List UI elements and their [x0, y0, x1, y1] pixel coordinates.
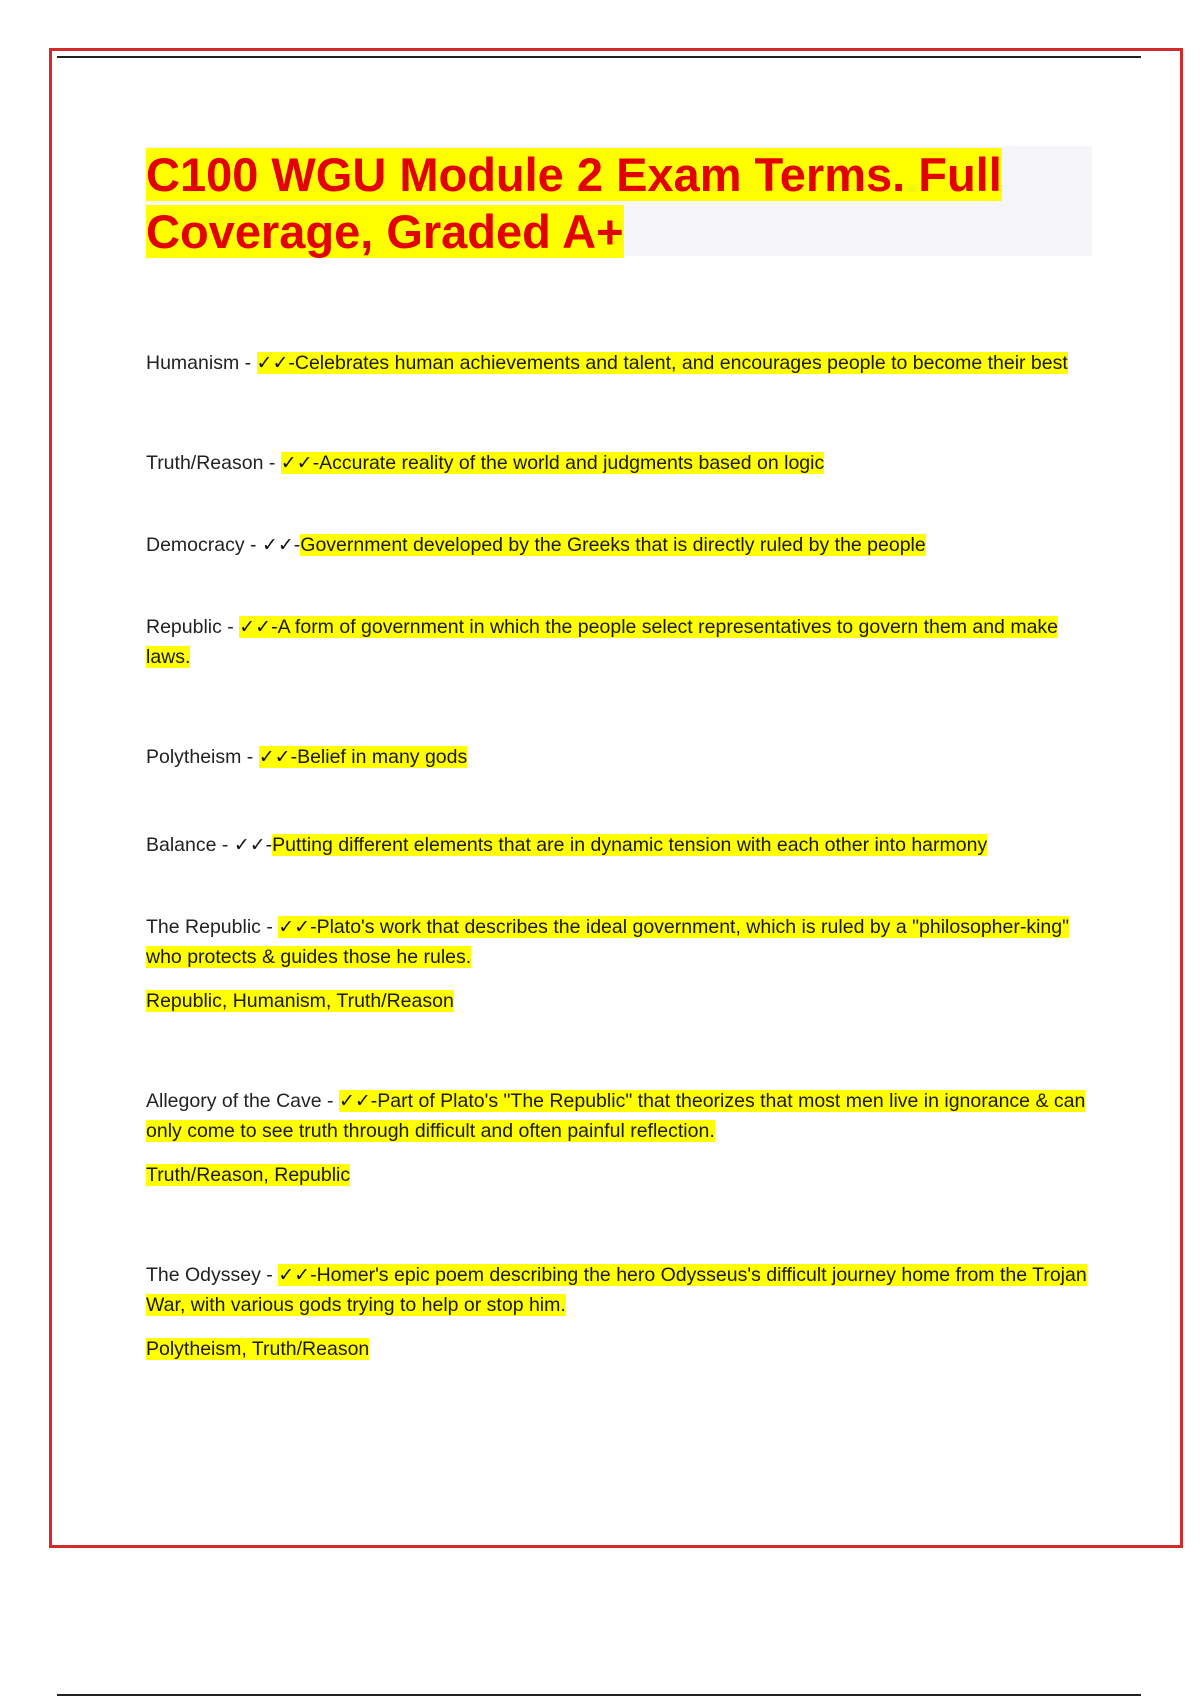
term-entry: [146, 448, 1091, 478]
double-check-icon: ✓✓: [278, 916, 311, 938]
definition-dash: -: [290, 746, 298, 768]
term-separator: -: [216, 834, 234, 856]
term-definition: A form of government in which the people select representatives to govern them and make laws.: [146, 616, 1059, 668]
term-name: Allegory of the Cave: [146, 1090, 322, 1112]
term-separator: -: [260, 1264, 279, 1286]
term-entry: [146, 348, 1091, 378]
term-definition: Celebrates human achievements and talent, and encourages people to become their best: [294, 352, 1068, 374]
term-name: The Republic: [146, 916, 261, 938]
term-definition: Putting different elements that are in dynamic tension with each other into harmony: [272, 834, 988, 856]
term-name: Democracy: [146, 534, 245, 556]
term-entry: [146, 912, 1091, 1016]
definition-dash: -: [312, 452, 320, 474]
definition-dash: -: [370, 1090, 378, 1112]
term-line: [146, 1086, 1091, 1146]
term-definition: Accurate reality of the world and judgments based on logic: [319, 452, 825, 474]
related-concepts: [146, 1334, 1091, 1364]
term-line: [146, 830, 1091, 860]
terms-list: [146, 348, 1091, 1364]
term-definition: Belief in many gods: [297, 746, 468, 768]
term-line: [146, 912, 1091, 972]
document-title: C100 WGU Module 2 Exam Terms. Full Coverage, Graded A+: [146, 148, 1002, 258]
term-definition: Part of Plato's "The Republic" that theorizes that most men live in ignorance & can only come to see truth through difficult and often painful reflection.: [146, 1090, 1086, 1142]
double-check-icon: ✓✓: [338, 1090, 371, 1112]
title-block: [146, 146, 1092, 256]
double-check-icon: ✓✓: [261, 534, 294, 556]
related-concepts-text: Republic, Humanism, Truth/Reason: [146, 990, 454, 1012]
term-line: [146, 742, 1091, 772]
term-name: Republic: [146, 616, 222, 638]
term-name: Truth/Reason: [146, 452, 264, 474]
double-check-icon: ✓✓: [258, 746, 291, 768]
definition-dash: -: [310, 916, 317, 938]
double-check-icon: ✓✓: [280, 452, 313, 474]
term-entry: [146, 742, 1091, 772]
term-definition: Government developed by the Greeks that is directly ruled by the people: [300, 534, 926, 556]
double-check-icon: ✓✓: [256, 352, 289, 374]
related-concepts: [146, 1160, 1091, 1190]
term-separator: -: [221, 616, 240, 638]
term-definition: Plato's work that describes the ideal government, which is ruled by a "philosopher-king" who protects & guides those he rules.: [146, 916, 1070, 968]
definition-dash: -: [265, 834, 273, 856]
term-separator: -: [260, 916, 279, 938]
term-entry: [146, 1260, 1091, 1364]
term-entry: [146, 612, 1091, 672]
definition-dash: -: [288, 352, 295, 374]
related-concepts-text: Polytheism, Truth/Reason: [146, 1338, 370, 1360]
term-line: [146, 530, 1091, 560]
term-entry: [146, 1086, 1091, 1190]
related-concepts: [146, 986, 1091, 1016]
definition-dash: -: [271, 616, 278, 638]
term-separator: -: [321, 1090, 339, 1112]
term-entry: [146, 530, 1091, 560]
double-check-icon: ✓✓: [278, 1264, 311, 1286]
term-separator: -: [263, 452, 281, 474]
term-line: [146, 448, 1091, 478]
term-separator: -: [241, 746, 259, 768]
term-name: The Odyssey: [146, 1264, 261, 1286]
term-separator: -: [244, 534, 262, 556]
definition-dash: -: [310, 1264, 317, 1286]
term-line: [146, 348, 1091, 378]
bottom-rule: [57, 1694, 1141, 1696]
term-definition: Homer's epic poem describing the hero Odysseus's difficult journey home from the Trojan War, with various gods trying to help or stop him.: [146, 1264, 1087, 1316]
term-line: [146, 1260, 1091, 1320]
term-entry: [146, 830, 1091, 860]
term-name: Polytheism: [146, 746, 242, 768]
double-check-icon: ✓✓: [239, 616, 272, 638]
double-check-icon: ✓✓: [233, 834, 266, 856]
related-concepts-text: Truth/Reason, Republic: [146, 1164, 351, 1186]
term-line: [146, 612, 1091, 672]
definition-dash: -: [293, 534, 301, 556]
term-name: Balance: [146, 834, 217, 856]
term-name: Humanism: [146, 352, 240, 374]
term-separator: -: [239, 352, 257, 374]
